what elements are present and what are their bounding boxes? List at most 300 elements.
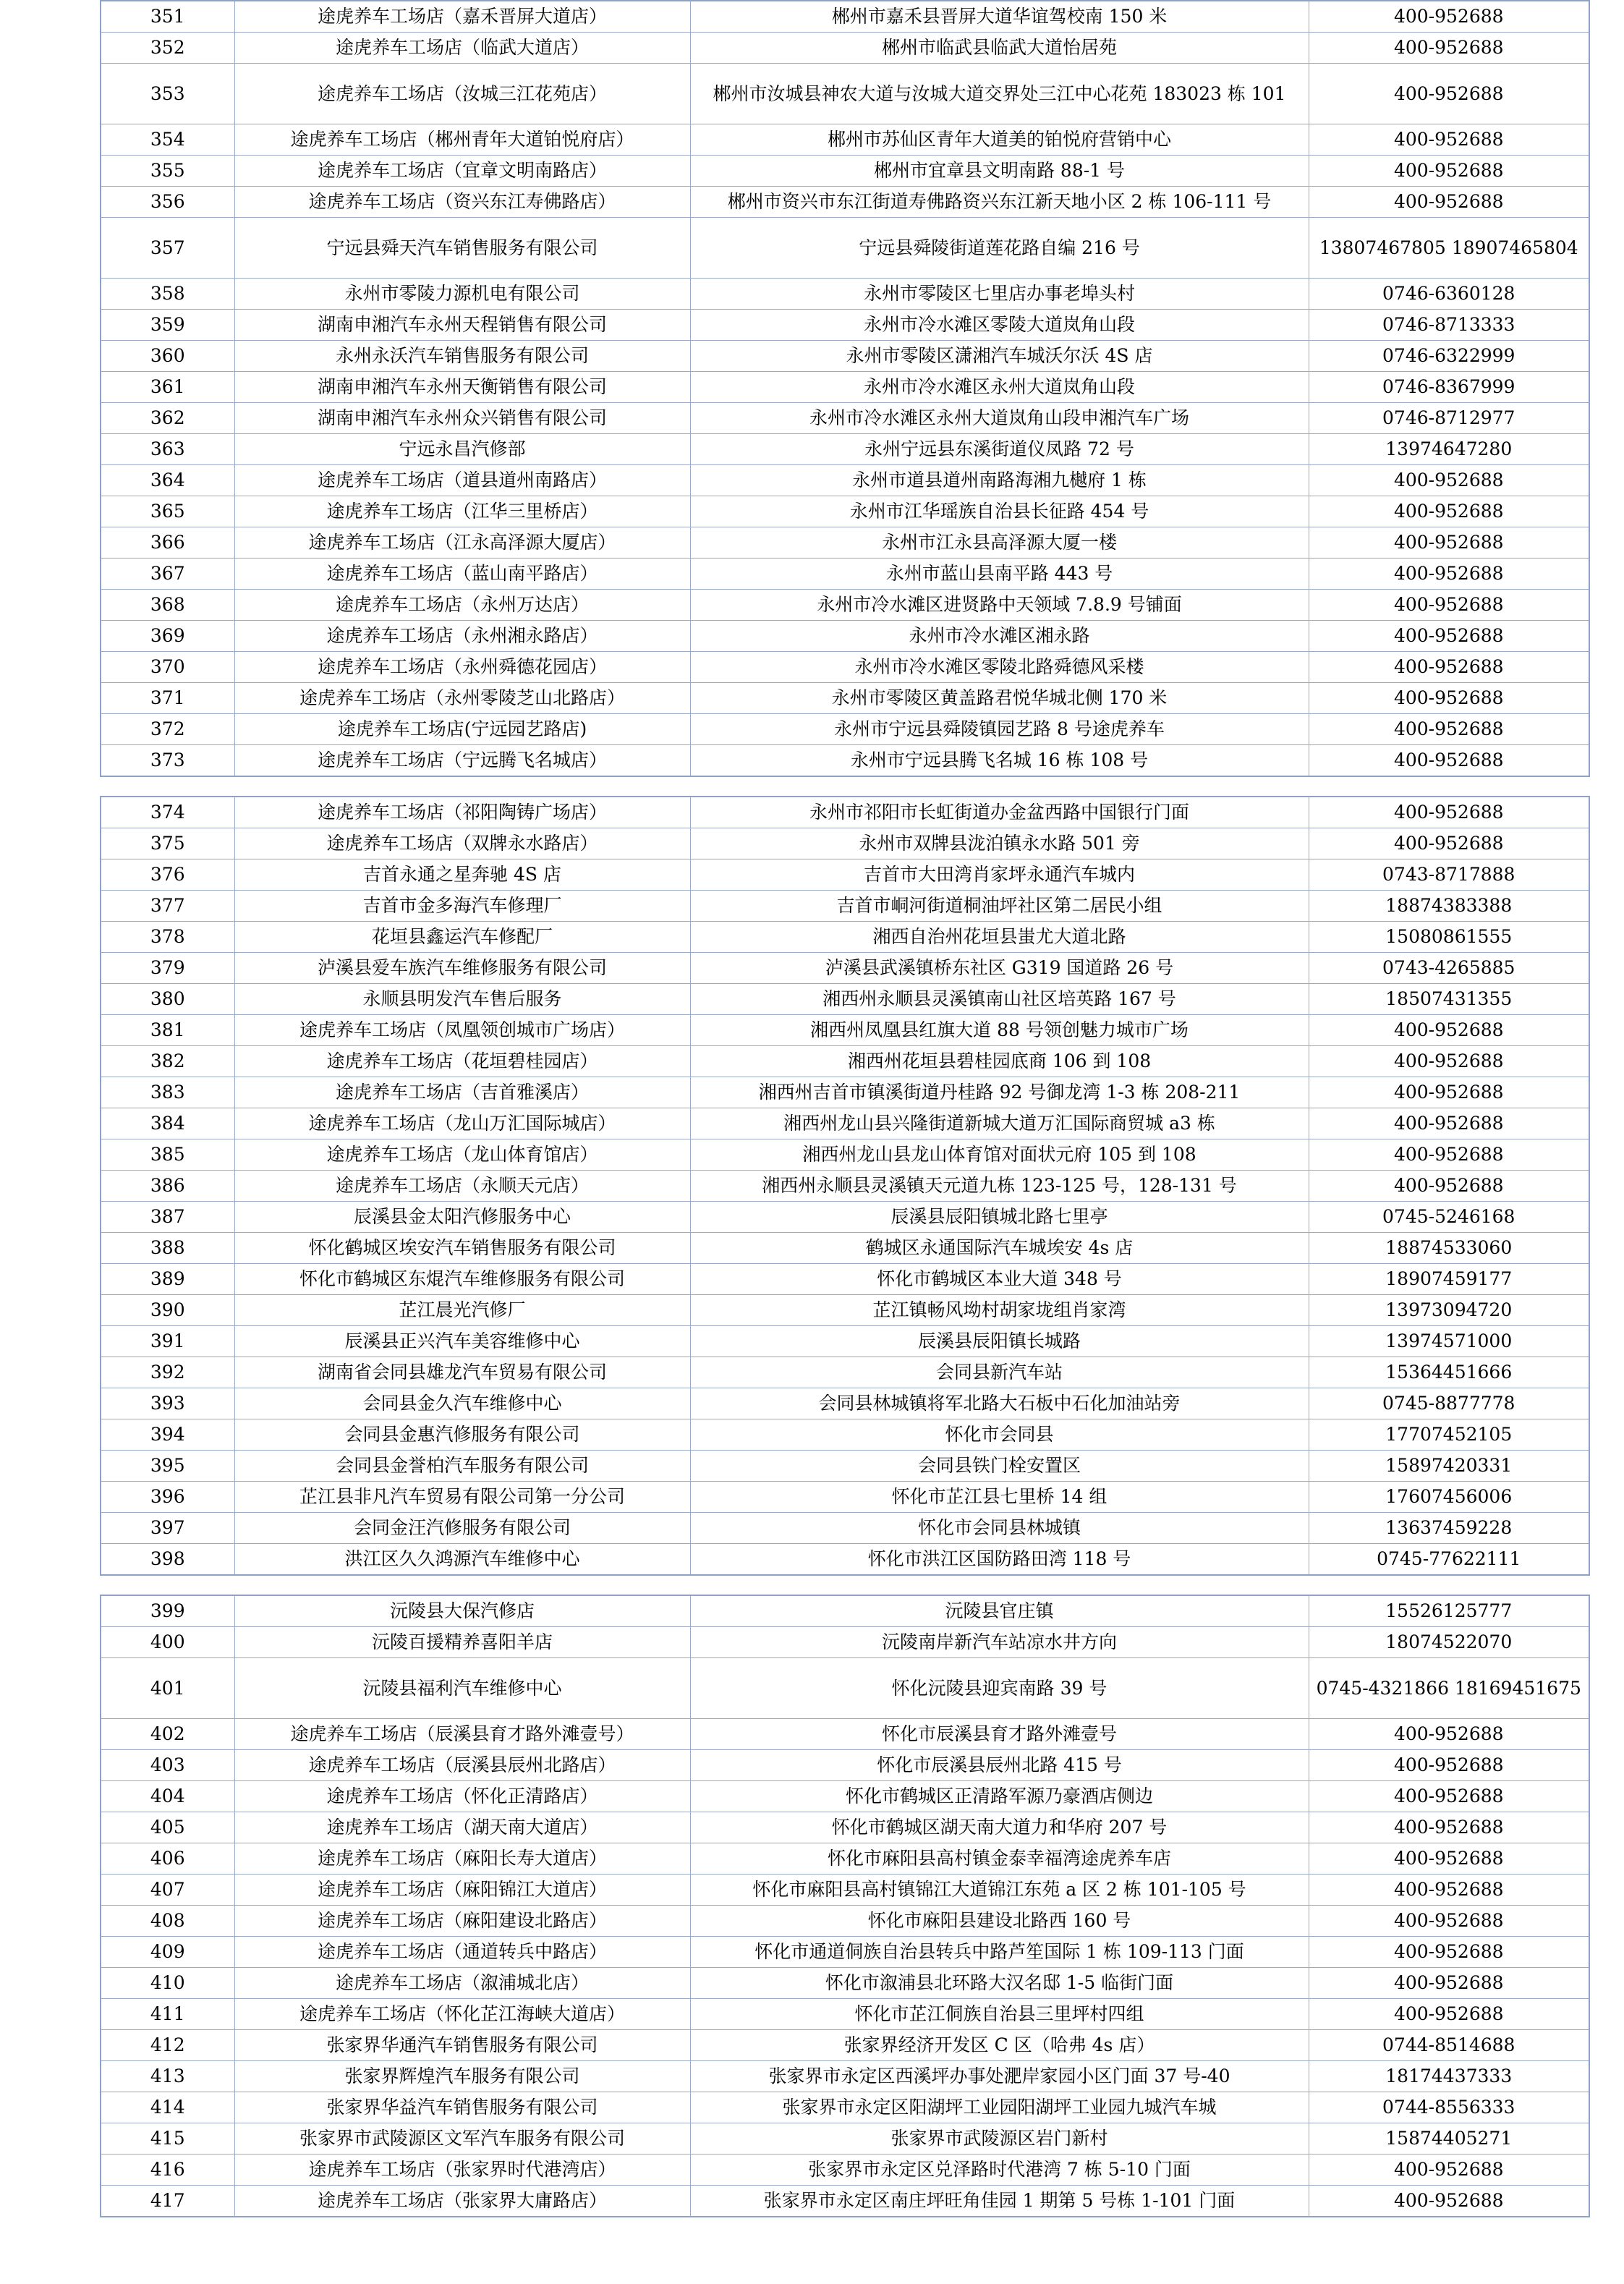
row-number-cell: 362 xyxy=(101,403,234,434)
phone-cell: 15364451666 xyxy=(1309,1357,1589,1388)
row-number-cell: 371 xyxy=(101,683,234,714)
address-cell: 沅陵县官庄镇 xyxy=(690,1595,1309,1627)
row-number-cell: 398 xyxy=(101,1544,234,1576)
address-cell: 永州市祁阳市长虹街道办金盆西路中国银行门面 xyxy=(690,797,1309,828)
row-number-cell: 387 xyxy=(101,1202,234,1233)
phone-cell: 18907459177 xyxy=(1309,1264,1589,1295)
row-number-cell: 379 xyxy=(101,953,234,984)
address-cell: 湘西州吉首市镇溪街道丹桂路 92 号御龙湾 1-3 栋 208-211 xyxy=(690,1077,1309,1108)
row-number-cell: 372 xyxy=(101,714,234,745)
table-row xyxy=(101,1326,1589,1357)
address-cell: 辰溪县辰阳镇城北路七里亭 xyxy=(690,1202,1309,1233)
phone-cell: 400-952688 xyxy=(1309,1046,1589,1077)
company-name-cell: 途虎养车工场店（花垣碧桂园店） xyxy=(234,1046,690,1077)
company-name-cell: 途虎养车工场店（湖天南大道店） xyxy=(234,1812,690,1843)
company-name-cell: 途虎养车工场店（麻阳建设北路店） xyxy=(234,1906,690,1937)
row-number-cell: 405 xyxy=(101,1812,234,1843)
company-name-cell: 怀化市鹤城区东焜汽车维修服务有限公司 xyxy=(234,1264,690,1295)
phone-cell: 400-952688 xyxy=(1309,683,1589,714)
address-cell: 永州市冷水滩区湘永路 xyxy=(690,621,1309,652)
company-name-cell: 途虎养车工场店（辰溪县育才路外滩壹号） xyxy=(234,1719,690,1750)
phone-cell: 18074522070 xyxy=(1309,1627,1589,1658)
row-number-cell: 413 xyxy=(101,2061,234,2092)
phone-cell: 18174437333 xyxy=(1309,2061,1589,2092)
row-number-cell: 410 xyxy=(101,1968,234,1999)
company-name-cell: 永州永沃汽车销售服务有限公司 xyxy=(234,341,690,372)
phone-cell: 0745-5246168 xyxy=(1309,1202,1589,1233)
row-number-cell: 393 xyxy=(101,1388,234,1419)
table-row xyxy=(101,828,1589,859)
table-row xyxy=(101,1875,1589,1906)
row-number-cell: 355 xyxy=(101,156,234,187)
address-cell: 永州市零陵区七里店办事老埠头村 xyxy=(690,279,1309,310)
address-cell: 张家界经济开发区 C 区（哈弗 4s 店） xyxy=(690,2030,1309,2061)
phone-cell: 400-952688 xyxy=(1309,745,1589,777)
phone-cell: 400-952688 xyxy=(1309,621,1589,652)
row-number-cell: 359 xyxy=(101,310,234,341)
table-row xyxy=(101,1139,1589,1171)
table-row xyxy=(101,1015,1589,1046)
company-name-cell: 张家界华益汽车销售服务有限公司 xyxy=(234,2092,690,2123)
table-row xyxy=(101,1812,1589,1843)
address-cell: 永州市零陵区潇湘汽车城沃尔沃 4S 店 xyxy=(690,341,1309,372)
row-number-cell: 367 xyxy=(101,559,234,590)
company-name-cell: 怀化鹤城区埃安汽车销售服务有限公司 xyxy=(234,1233,690,1264)
address-cell: 郴州市苏仙区青年大道美的铂悦府营销中心 xyxy=(690,124,1309,156)
table-row xyxy=(101,922,1589,953)
company-name-cell: 途虎养车工场店（永州湘永路店） xyxy=(234,621,690,652)
phone-cell: 0746-6322999 xyxy=(1309,341,1589,372)
dealer-table-section-3 xyxy=(100,1595,1590,2217)
table-row xyxy=(101,1627,1589,1658)
table-row xyxy=(101,2030,1589,2061)
address-cell: 永州市道县道州南路海湘九樾府 1 栋 xyxy=(690,465,1309,496)
company-name-cell: 途虎养车工场店（麻阳锦江大道店） xyxy=(234,1875,690,1906)
company-name-cell: 途虎养车工场店（龙山万汇国际城店） xyxy=(234,1108,690,1139)
row-number-cell: 353 xyxy=(101,64,234,124)
address-cell: 湘西州龙山县兴隆街道新城大道万汇国际商贸城 a3 栋 xyxy=(690,1108,1309,1139)
phone-cell: 400-952688 xyxy=(1309,187,1589,218)
company-name-cell: 途虎养车工场店（溆浦城北店） xyxy=(234,1968,690,1999)
address-cell: 张家界市永定区南庄坪旺角佳园 1 期第 5 号栋 1-101 门面 xyxy=(690,2186,1309,2217)
row-number-cell: 354 xyxy=(101,124,234,156)
row-number-cell: 414 xyxy=(101,2092,234,2123)
company-name-cell: 芷江晨光汽修厂 xyxy=(234,1295,690,1326)
address-cell: 张家界市永定区兑泽路时代港湾 7 栋 5-10 门面 xyxy=(690,2154,1309,2186)
table-row xyxy=(101,953,1589,984)
company-name-cell: 会同县金久汽车维修中心 xyxy=(234,1388,690,1419)
phone-cell: 13807467805 18907465804 xyxy=(1309,218,1589,279)
address-cell: 怀化市洪江区国防路田湾 118 号 xyxy=(690,1544,1309,1576)
table-row xyxy=(101,1,1589,33)
phone-cell: 18507431355 xyxy=(1309,984,1589,1015)
phone-cell: 400-952688 xyxy=(1309,2154,1589,2186)
table-row xyxy=(101,1544,1589,1576)
address-cell: 怀化市辰溪县育才路外滩壹号 xyxy=(690,1719,1309,1750)
phone-cell: 0746-8712977 xyxy=(1309,403,1589,434)
row-number-cell: 416 xyxy=(101,2154,234,2186)
row-number-cell: 412 xyxy=(101,2030,234,2061)
row-number-cell: 369 xyxy=(101,621,234,652)
company-name-cell: 沅陵百援精养喜阳羊店 xyxy=(234,1627,690,1658)
row-number-cell: 360 xyxy=(101,341,234,372)
phone-cell: 400-952688 xyxy=(1309,33,1589,64)
row-number-cell: 389 xyxy=(101,1264,234,1295)
company-name-cell: 途虎养车工场店（怀化正清路店） xyxy=(234,1781,690,1812)
company-name-cell: 吉首市金多海汽车修理厂 xyxy=(234,891,690,922)
address-cell: 辰溪县辰阳镇长城路 xyxy=(690,1326,1309,1357)
address-cell: 郴州市临武县临武大道怡居苑 xyxy=(690,33,1309,64)
address-cell: 吉首市大田湾肖家坪永通汽车城内 xyxy=(690,859,1309,891)
phone-cell: 400-952688 xyxy=(1309,1812,1589,1843)
company-name-cell: 会同县金惠汽修服务有限公司 xyxy=(234,1419,690,1451)
company-name-cell: 吉首永通之星奔驰 4S 店 xyxy=(234,859,690,891)
phone-cell: 400-952688 xyxy=(1309,714,1589,745)
company-name-cell: 沅陵县福利汽车维修中心 xyxy=(234,1658,690,1719)
company-name-cell: 湖南申湘汽车永州天衡销售有限公司 xyxy=(234,372,690,403)
phone-cell: 400-952688 xyxy=(1309,559,1589,590)
phone-cell: 18874533060 xyxy=(1309,1233,1589,1264)
dealer-table-section-1 xyxy=(100,0,1590,777)
phone-cell: 15874405271 xyxy=(1309,2123,1589,2154)
table-row xyxy=(101,279,1589,310)
row-number-cell: 382 xyxy=(101,1046,234,1077)
address-cell: 永州市宁远县舜陵镇园艺路 8 号途虎养车 xyxy=(690,714,1309,745)
company-name-cell: 途虎养车工场店（宁远腾飞名城店） xyxy=(234,745,690,777)
company-name-cell: 芷江县非凡汽车贸易有限公司第一分公司 xyxy=(234,1482,690,1513)
address-cell: 怀化市辰溪县辰州北路 415 号 xyxy=(690,1750,1309,1781)
phone-cell: 15526125777 xyxy=(1309,1595,1589,1627)
phone-cell: 400-952688 xyxy=(1309,1719,1589,1750)
phone-cell: 400-952688 xyxy=(1309,527,1589,559)
company-name-cell: 途虎养车工场店（辰溪县辰州北路店） xyxy=(234,1750,690,1781)
row-number-cell: 404 xyxy=(101,1781,234,1812)
address-cell: 郴州市资兴市东江街道寿佛路资兴东江新天地小区 2 栋 106-111 号 xyxy=(690,187,1309,218)
company-name-cell: 途虎养车工场店（永州万达店） xyxy=(234,590,690,621)
phone-cell: 400-952688 xyxy=(1309,496,1589,527)
table-row xyxy=(101,341,1589,372)
table-row xyxy=(101,1202,1589,1233)
row-number-cell: 352 xyxy=(101,33,234,64)
row-number-cell: 368 xyxy=(101,590,234,621)
table-row xyxy=(101,1451,1589,1482)
address-cell: 永州市零陵区黄盖路君悦华城北侧 170 米 xyxy=(690,683,1309,714)
table-row xyxy=(101,2092,1589,2123)
phone-cell: 400-952688 xyxy=(1309,1937,1589,1968)
table-row xyxy=(101,434,1589,465)
address-cell: 怀化市溆浦县北环路大汉名邸 1-5 临街门面 xyxy=(690,1968,1309,1999)
table-row xyxy=(101,1658,1589,1719)
table-row xyxy=(101,1999,1589,2030)
company-name-cell: 宁远县舜天汽车销售服务有限公司 xyxy=(234,218,690,279)
company-name-cell: 沅陵县大保汽修店 xyxy=(234,1595,690,1627)
table-row xyxy=(101,714,1589,745)
table-row xyxy=(101,859,1589,891)
table-row xyxy=(101,124,1589,156)
phone-cell: 17607456006 xyxy=(1309,1482,1589,1513)
address-cell: 鹤城区永通国际汽车城埃安 4s 店 xyxy=(690,1233,1309,1264)
phone-cell: 0746-8713333 xyxy=(1309,310,1589,341)
address-cell: 怀化市鹤城区本业大道 348 号 xyxy=(690,1264,1309,1295)
table-row xyxy=(101,1595,1589,1627)
row-number-cell: 397 xyxy=(101,1513,234,1544)
address-cell: 怀化市会同县林城镇 xyxy=(690,1513,1309,1544)
row-number-cell: 388 xyxy=(101,1233,234,1264)
phone-cell: 400-952688 xyxy=(1309,828,1589,859)
row-number-cell: 357 xyxy=(101,218,234,279)
address-cell: 怀化市会同县 xyxy=(690,1419,1309,1451)
phone-cell: 0746-6360128 xyxy=(1309,279,1589,310)
row-number-cell: 409 xyxy=(101,1937,234,1968)
phone-cell: 400-952688 xyxy=(1309,1171,1589,1202)
company-name-cell: 途虎养车工场店（永州舜德花园店） xyxy=(234,652,690,683)
phone-cell: 400-952688 xyxy=(1309,1077,1589,1108)
row-number-cell: 373 xyxy=(101,745,234,777)
phone-cell: 400-952688 xyxy=(1309,1999,1589,2030)
phone-cell: 13974571000 xyxy=(1309,1326,1589,1357)
table-row xyxy=(101,496,1589,527)
row-number-cell: 358 xyxy=(101,279,234,310)
row-number-cell: 408 xyxy=(101,1906,234,1937)
address-cell: 永州市宁远县腾飞名城 16 栋 108 号 xyxy=(690,745,1309,777)
company-name-cell: 宁远永昌汽修部 xyxy=(234,434,690,465)
company-name-cell: 途虎养车工场店（江永高泽源大厦店） xyxy=(234,527,690,559)
address-cell: 永州市冷水滩区永州大道岚角山段 xyxy=(690,372,1309,403)
table-row xyxy=(101,310,1589,341)
phone-cell: 0744-8514688 xyxy=(1309,2030,1589,2061)
company-name-cell: 途虎养车工场店(宁远园艺路店) xyxy=(234,714,690,745)
company-name-cell: 会同县金誉柏汽车服务有限公司 xyxy=(234,1451,690,1482)
address-cell: 永州市双牌县泷泊镇永水路 501 旁 xyxy=(690,828,1309,859)
company-name-cell: 途虎养车工场店（吉首雅溪店） xyxy=(234,1077,690,1108)
row-number-cell: 395 xyxy=(101,1451,234,1482)
company-name-cell: 途虎养车工场店（宜章文明南路店） xyxy=(234,156,690,187)
company-name-cell: 辰溪县金太阳汽修服务中心 xyxy=(234,1202,690,1233)
table-row xyxy=(101,1750,1589,1781)
address-cell: 郴州市嘉禾县晋屏大道华谊驾校南 150 米 xyxy=(690,1,1309,33)
address-cell: 张家界市永定区西溪坪办事处淝岸家园小区门面 37 号-40 xyxy=(690,2061,1309,2092)
table-row xyxy=(101,2123,1589,2154)
address-cell: 湘西州凤凰县红旗大道 88 号领创魅力城市广场 xyxy=(690,1015,1309,1046)
table-row xyxy=(101,621,1589,652)
address-cell: 沅陵南岸新汽车站凉水井方向 xyxy=(690,1627,1309,1658)
row-number-cell: 375 xyxy=(101,828,234,859)
address-cell: 怀化市通道侗族自治县转兵中路芦笙国际 1 栋 109-113 门面 xyxy=(690,1937,1309,1968)
row-number-cell: 406 xyxy=(101,1843,234,1875)
row-number-cell: 376 xyxy=(101,859,234,891)
address-cell: 怀化市鹤城区正清路军源乃豪酒店侧边 xyxy=(690,1781,1309,1812)
table-row xyxy=(101,465,1589,496)
company-name-cell: 张家界辉煌汽车服务有限公司 xyxy=(234,2061,690,2092)
table-row xyxy=(101,1937,1589,1968)
company-name-cell: 途虎养车工场店（凤凰领创城市广场店） xyxy=(234,1015,690,1046)
row-number-cell: 392 xyxy=(101,1357,234,1388)
phone-cell: 17707452105 xyxy=(1309,1419,1589,1451)
phone-cell: 13974647280 xyxy=(1309,434,1589,465)
row-number-cell: 363 xyxy=(101,434,234,465)
address-cell: 张家界市武陵源区岩门新村 xyxy=(690,2123,1309,2154)
phone-cell: 400-952688 xyxy=(1309,1843,1589,1875)
row-number-cell: 364 xyxy=(101,465,234,496)
table-row xyxy=(101,891,1589,922)
table-row xyxy=(101,156,1589,187)
table-row xyxy=(101,1719,1589,1750)
table-row xyxy=(101,1357,1589,1388)
address-cell: 怀化市麻阳县高村镇锦江大道锦江东苑 a 区 2 栋 101-105 号 xyxy=(690,1875,1309,1906)
company-name-cell: 花垣县鑫运汽车修配厂 xyxy=(234,922,690,953)
company-name-cell: 洪江区久久鸿源汽车维修中心 xyxy=(234,1544,690,1576)
company-name-cell: 途虎养车工场店（蓝山南平路店） xyxy=(234,559,690,590)
address-cell: 怀化市麻阳县高村镇金泰幸福湾途虎养车店 xyxy=(690,1843,1309,1875)
table-row xyxy=(101,745,1589,777)
row-number-cell: 351 xyxy=(101,1,234,33)
company-name-cell: 湖南申湘汽车永州众兴销售有限公司 xyxy=(234,403,690,434)
table-row xyxy=(101,372,1589,403)
address-cell: 永州市冷水滩区永州大道岚角山段申湘汽车广场 xyxy=(690,403,1309,434)
company-name-cell: 途虎养车工场店（麻阳长寿大道店） xyxy=(234,1843,690,1875)
phone-cell: 18874383388 xyxy=(1309,891,1589,922)
row-number-cell: 391 xyxy=(101,1326,234,1357)
table-row xyxy=(101,2186,1589,2217)
phone-cell: 400-952688 xyxy=(1309,1,1589,33)
address-cell: 永州市冷水滩区进贤路中天领域 7.8.9 号铺面 xyxy=(690,590,1309,621)
row-number-cell: 386 xyxy=(101,1171,234,1202)
address-cell: 永州市蓝山县南平路 443 号 xyxy=(690,559,1309,590)
row-number-cell: 374 xyxy=(101,797,234,828)
table-row xyxy=(101,1171,1589,1202)
company-name-cell: 张家界市武陵源区文军汽车服务有限公司 xyxy=(234,2123,690,2154)
row-number-cell: 400 xyxy=(101,1627,234,1658)
row-number-cell: 381 xyxy=(101,1015,234,1046)
table-row xyxy=(101,1968,1589,1999)
company-name-cell: 湖南申湘汽车永州天程销售有限公司 xyxy=(234,310,690,341)
table-row xyxy=(101,1295,1589,1326)
row-number-cell: 390 xyxy=(101,1295,234,1326)
address-cell: 怀化市鹤城区湖天南大道力和华府 207 号 xyxy=(690,1812,1309,1843)
row-number-cell: 361 xyxy=(101,372,234,403)
table-row xyxy=(101,1233,1589,1264)
row-number-cell: 366 xyxy=(101,527,234,559)
table-row xyxy=(101,1781,1589,1812)
address-cell: 宁远县舜陵街道莲花路自编 216 号 xyxy=(690,218,1309,279)
company-name-cell: 途虎养车工场店（怀化芷江海峡大道店） xyxy=(234,1999,690,2030)
phone-cell: 400-952688 xyxy=(1309,64,1589,124)
phone-cell: 0744-8556333 xyxy=(1309,2092,1589,2123)
phone-cell: 400-952688 xyxy=(1309,652,1589,683)
phone-cell: 0745-4321866 18169451675 xyxy=(1309,1658,1589,1719)
address-cell: 湘西州永顺县灵溪镇南山社区培英路 167 号 xyxy=(690,984,1309,1015)
phone-cell: 400-952688 xyxy=(1309,1015,1589,1046)
row-number-cell: 377 xyxy=(101,891,234,922)
company-name-cell: 途虎养车工场店（汝城三江花苑店） xyxy=(234,64,690,124)
phone-cell: 400-952688 xyxy=(1309,1906,1589,1937)
phone-cell: 13973094720 xyxy=(1309,1295,1589,1326)
company-name-cell: 辰溪县正兴汽车美容维修中心 xyxy=(234,1326,690,1357)
address-cell: 永州市江华瑶族自治县长征路 454 号 xyxy=(690,496,1309,527)
company-name-cell: 途虎养车工场店（双牌永水路店） xyxy=(234,828,690,859)
address-cell: 永州市冷水滩区零陵大道岚角山段 xyxy=(690,310,1309,341)
table-row xyxy=(101,1419,1589,1451)
row-number-cell: 378 xyxy=(101,922,234,953)
phone-cell: 0743-8717888 xyxy=(1309,859,1589,891)
phone-cell: 0743-4265885 xyxy=(1309,953,1589,984)
row-number-cell: 370 xyxy=(101,652,234,683)
address-cell: 湘西自治州花垣县蚩尤大道北路 xyxy=(690,922,1309,953)
phone-cell: 400-952688 xyxy=(1309,2186,1589,2217)
company-name-cell: 张家界华通汽车销售服务有限公司 xyxy=(234,2030,690,2061)
address-cell: 永州宁远县东溪街道仪凤路 72 号 xyxy=(690,434,1309,465)
table-row xyxy=(101,683,1589,714)
table-row xyxy=(101,1264,1589,1295)
company-name-cell: 会同金汪汽修服务有限公司 xyxy=(234,1513,690,1544)
company-name-cell: 湖南省会同县雄龙汽车贸易有限公司 xyxy=(234,1357,690,1388)
row-number-cell: 402 xyxy=(101,1719,234,1750)
row-number-cell: 399 xyxy=(101,1595,234,1627)
table-row xyxy=(101,590,1589,621)
row-number-cell: 383 xyxy=(101,1077,234,1108)
company-name-cell: 泸溪县爱车族汽车维修服务有限公司 xyxy=(234,953,690,984)
phone-cell: 400-952688 xyxy=(1309,797,1589,828)
phone-cell: 400-952688 xyxy=(1309,1968,1589,1999)
address-cell: 怀化市芷江县七里桥 14 组 xyxy=(690,1482,1309,1513)
row-number-cell: 384 xyxy=(101,1108,234,1139)
row-number-cell: 411 xyxy=(101,1999,234,2030)
row-number-cell: 396 xyxy=(101,1482,234,1513)
phone-cell: 400-952688 xyxy=(1309,1750,1589,1781)
table-row xyxy=(101,527,1589,559)
phone-cell: 0746-8367999 xyxy=(1309,372,1589,403)
company-name-cell: 途虎养车工场店（嘉禾晋屏大道店） xyxy=(234,1,690,33)
address-cell: 怀化市麻阳县建设北路西 160 号 xyxy=(690,1906,1309,1937)
table-row xyxy=(101,218,1589,279)
company-name-cell: 途虎养车工场店（永顺天元店） xyxy=(234,1171,690,1202)
table-row xyxy=(101,1906,1589,1937)
address-cell: 湘西州永顺县灵溪镇天元道九栋 123-125 号，128-131 号 xyxy=(690,1171,1309,1202)
table-row xyxy=(101,187,1589,218)
address-cell: 郴州市宜章县文明南路 88-1 号 xyxy=(690,156,1309,187)
table-row xyxy=(101,2154,1589,2186)
phone-cell: 13637459228 xyxy=(1309,1513,1589,1544)
row-number-cell: 380 xyxy=(101,984,234,1015)
dealer-table-section-2 xyxy=(100,796,1590,1576)
address-cell: 泸溪县武溪镇桥东社区 G319 国道路 26 号 xyxy=(690,953,1309,984)
company-name-cell: 途虎养车工场店（祁阳陶铸广场店） xyxy=(234,797,690,828)
row-number-cell: 417 xyxy=(101,2186,234,2217)
address-cell: 芷江镇畅风坳村胡家垅组肖家湾 xyxy=(690,1295,1309,1326)
row-number-cell: 403 xyxy=(101,1750,234,1781)
address-cell: 会同县新汽车站 xyxy=(690,1357,1309,1388)
address-cell: 怀化沅陵县迎宾南路 39 号 xyxy=(690,1658,1309,1719)
table-row xyxy=(101,1513,1589,1544)
phone-cell: 0745-8877778 xyxy=(1309,1388,1589,1419)
table-row xyxy=(101,1077,1589,1108)
company-name-cell: 途虎养车工场店（郴州青年大道铂悦府店） xyxy=(234,124,690,156)
address-cell: 会同县铁门栓安置区 xyxy=(690,1451,1309,1482)
phone-cell: 400-952688 xyxy=(1309,124,1589,156)
address-cell: 怀化市芷江侗族自治县三里坪村四组 xyxy=(690,1999,1309,2030)
address-cell: 永州市冷水滩区零陵北路舜德风采楼 xyxy=(690,652,1309,683)
company-name-cell: 途虎养车工场店（龙山体育馆店） xyxy=(234,1139,690,1171)
row-number-cell: 401 xyxy=(101,1658,234,1719)
phone-cell: 15897420331 xyxy=(1309,1451,1589,1482)
company-name-cell: 途虎养车工场店（江华三里桥店） xyxy=(234,496,690,527)
table-row xyxy=(101,403,1589,434)
address-cell: 湘西州花垣县碧桂园底商 106 到 108 xyxy=(690,1046,1309,1077)
table-row xyxy=(101,1482,1589,1513)
company-name-cell: 永顺县明发汽车售后服务 xyxy=(234,984,690,1015)
address-cell: 永州市江永县高泽源大厦一楼 xyxy=(690,527,1309,559)
row-number-cell: 407 xyxy=(101,1875,234,1906)
